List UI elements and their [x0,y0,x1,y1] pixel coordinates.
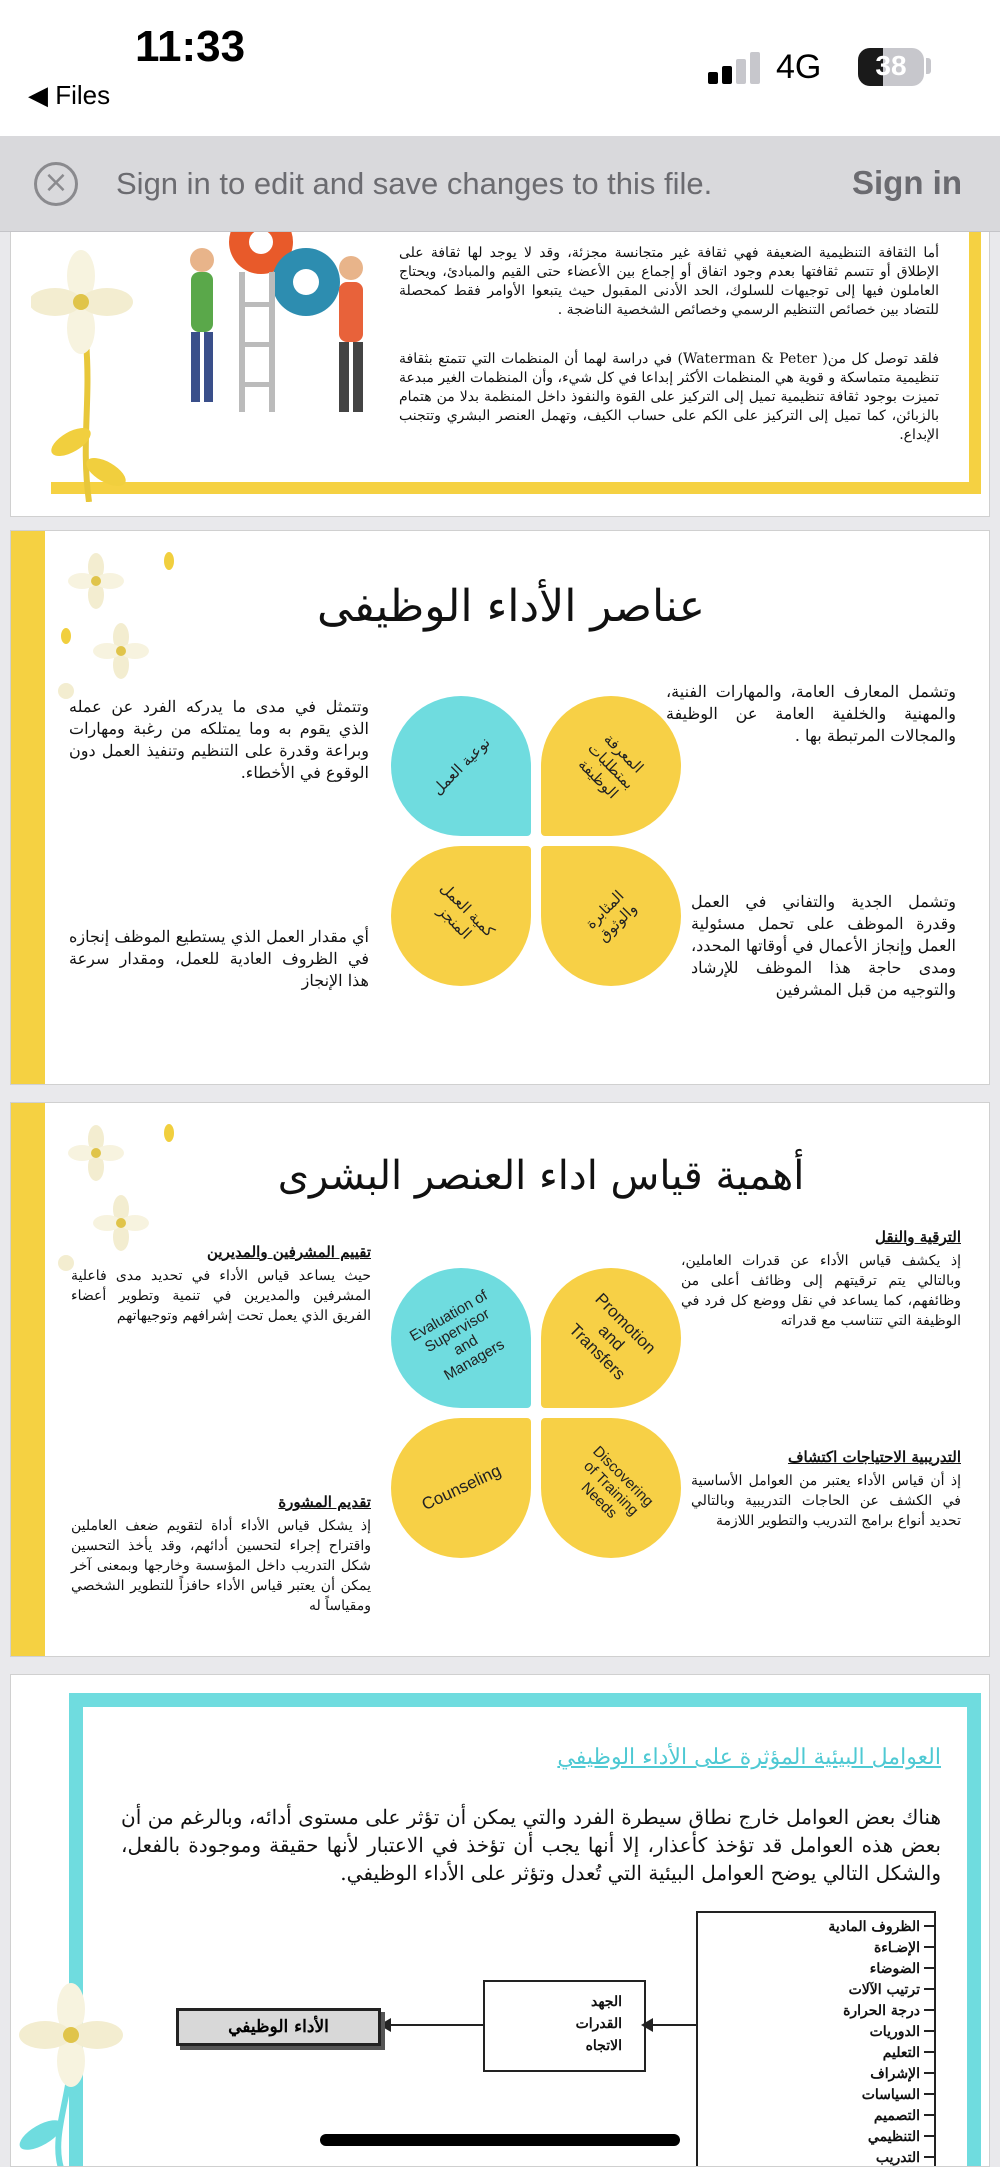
factors-box [696,1911,936,2167]
clock: 11:33 [135,22,246,71]
slide3-bl-text: إذ يشكل قياس الأداء أداة لتقويم ضعف العاملين واقتراح إجراء لتحسين أدائهم، وقد يأخذ التحسين شكل التدريب داخل المؤسسة وخارجها وبمعنى آخر يمكن أن يعتبر قياس الأداء حافزاً للتطوير الشخصي ومقياساً له [71,1518,371,1614]
slide3-br-text: إذ أن قياس الأداء يعتبر من العوامل الأساسية في الكشف عن الحاجات التدريبية وبالتالي تحديد أنواع برامج التدريب والتطوير اللازمة [691,1473,961,1529]
petal-label: المعرفة بمتطلبات الوظيفة [574,729,648,803]
slide3-tl-text: حيث يساعد قياس الأداء في تحديد مدى فاعلية المشرفين والمديرين في تنمية وتطوير أعضاء الفريق الذي يعمل تحت إشرافهم وتوجيهاتهم [71,1268,371,1324]
factor-item: السياسات [861,2087,920,2103]
slide3-tr-text: إذ يكشف قياس الأداء عن قدرات العاملين، وبالتالي يتم ترقيتهم إلى وظائف أعلى من وظائفهم، كما يساعد في نقل ووضع كل فرد في الوظيفة التي تتناسب مع قدراته [681,1253,961,1329]
slide-side-bar [11,1103,45,1656]
slide2-text-top-right: وتشمل المعارف العامة، والمهارات الفنية، والمهنية والخلفية العامة عن الوظيفة والمجالات المرتبطة بها . [666,682,956,745]
arrow-middle-to-result [383,2024,483,2026]
factor-item: التصميم [873,2108,920,2124]
slide4-heading: العوامل البيئية المؤثرة على الأداء الوظيفي [557,1745,941,1770]
battery-percent: 38 [875,50,907,81]
result-box: الأداء الوظيفي [176,2008,381,2046]
petal-perseverance [541,846,681,986]
slide-side-bar [11,531,45,1084]
slide3-br-heading: التدريبية الاحتياجات اكتشاف [787,1448,961,1466]
petal-label: نوعية العمل [428,733,494,799]
slide3-bl-heading: تقديم المشورة [278,1493,371,1511]
battery-icon [858,48,924,86]
back-to-files-button[interactable]: ◀ Files [28,80,111,110]
flower-decoration [11,1975,131,2167]
factor-item: التعليم [882,2045,920,2061]
arrow-factors-to-middle [646,2024,696,2026]
flower-decoration [31,242,141,502]
petal-counseling [391,1418,531,1558]
slide2-text-top-left: وتتمثل في مدى ما يدركه الفرد عن عمله الذي يقوم به وما يمتلكه من رغبة ومهارات وبراعة وقدرة على التنظيم وتنفيذ العمل دون الوقوع في الأخطاء. [69,697,369,782]
teamwork-gears-illustration [161,232,381,452]
petal-evaluation [391,1268,531,1408]
status-bar [0,0,1000,136]
factor-item: درجة الحرارة [843,2003,920,2019]
slide2-text-bottom-left: أي مقدار العمل الذي يستطيع الموظف إنجازه في الظروف العادية للعمل، ومقدار سرعة هذا الإنجاز [69,927,369,990]
battery-tip [926,58,931,74]
slide1-paragraph-1: أما الثقافة التنظيمية الضعيفة فهي ثقافة غير متجانسة مجزئة، وقد لا يوجد لها ثقافة على الإطلاق أو تتسم ثقافتها بعدم وجود اتفاق أو إجماع بين الأعضاء حتى القيم والمبادئ، ويحتاج العاملون فيها إلى توجيهات للسلوك، الحد الأدنى المقبول حيث يتبعوا الأوامر فقط كمحصلة للتضاد بين خصائص التنظيم الرسمي وخصائص الشخصية الناضجة . [399,245,939,318]
slide2-title: عناصر الأداء الوظيفى [317,581,705,632]
petal-label: Promotion and Transfers [565,1289,660,1384]
factor-item: التدريب [875,2150,920,2166]
slide-4 [10,1674,990,2167]
factor-item: التنظيمي [867,2129,920,2145]
middle-item: الجهد [591,1994,622,2010]
middle-box [483,1980,646,2072]
petal-work-quantity [391,846,531,986]
slide2-text-bottom-right: وتشمل الجدية والتفاني في العمل وقدرة الموظف على تحمل مسئولية العمل وإنجاز الأعمال في أوقاتها المحدد، ومدى حاجة هذا الموظف للإرشاد والتوجيه من قبل المشرفين [691,892,956,999]
middle-item: القدرات [575,2016,622,2032]
middle-item: الاتجاه [585,2038,622,2054]
slide4-paragraph: هناك بعض العوامل خارج نطاق سيطرة الفرد والتي يمكن أن تؤثر على مستوى أدائه، وبالرغم من أن بعض هذه العوامل قد تؤخذ كأعذار، إلا أنها يجب أن تؤخذ في الاعتبار لأنها حقيقة وموجودة بالفعل، والشكل التالي يوضح العوامل البيئية التي تُعدل وتؤثر على الأداء الوظيفي. [121,1805,941,1885]
slide-border-bottom [51,482,981,494]
petal-promotion [541,1268,681,1408]
factors-dashes [924,1925,936,2165]
slide-border-right [969,232,981,494]
close-icon[interactable]: × [34,162,78,206]
petal-label: كمية العمل المنجز [434,878,499,943]
slide1-paragraph-2: فلقد توصل كل من( Waterman & Peter) في دراسة لهما أن المنظمات التي تتمتع بثقافة تنظيمية متماسكة و قوية هي المنظمات الأكثر إبداعا في كل شيء، وأن المنظمات الغير مبدعة تميزت بوجود ثقافة تنظيمية تميل إلى التركيز على القوة والنفوذ داخل المنظمة بدلا من هتمام بالزبائن، كما تميل إلى التركيز على الكم على حساب الكيف، وتهمل العنصر البشري وتتجنب الإبداع. [399,351,939,443]
slide3-tl-heading: تقييم المشرفين والمديرين [207,1243,371,1261]
slide-2 [10,530,990,1085]
factor-item: ترتيب الآلات [848,1982,920,1998]
petal-label: Discovering of Training Needs [577,1442,657,1522]
slide3-title: أهمية قياس اداء العنصر البشرى [277,1153,805,1199]
banner-message: Sign in to edit and save changes to this file. [116,166,713,201]
petal-label: المثابرة والوثوق [581,886,641,946]
petal-job-knowledge [541,696,681,836]
factor-item: الضوضاء [869,1961,920,1977]
factor-item: الإشراف [870,2066,920,2082]
slide-1 [10,232,990,517]
petal-training-needs [541,1418,681,1558]
network-type: 4G [776,48,822,86]
petal-work-quality [391,696,531,836]
petal-label: Counseling [418,1460,504,1515]
sign-in-button[interactable]: Sign in [852,164,962,201]
petal-label: Evaluation of Supervisor and Managers [406,1286,507,1385]
home-indicator[interactable] [320,2134,680,2146]
cellular-signal-icon [708,52,762,84]
slide3-tr-heading: الترقية والنقل [875,1228,961,1246]
sign-in-banner [0,136,1000,232]
factor-item: الإضـاءة [873,1940,920,1956]
factor-item: الدوريات [869,2024,920,2040]
slide-3 [10,1102,990,1657]
factor-item: الظروف المادية [828,1919,920,1935]
